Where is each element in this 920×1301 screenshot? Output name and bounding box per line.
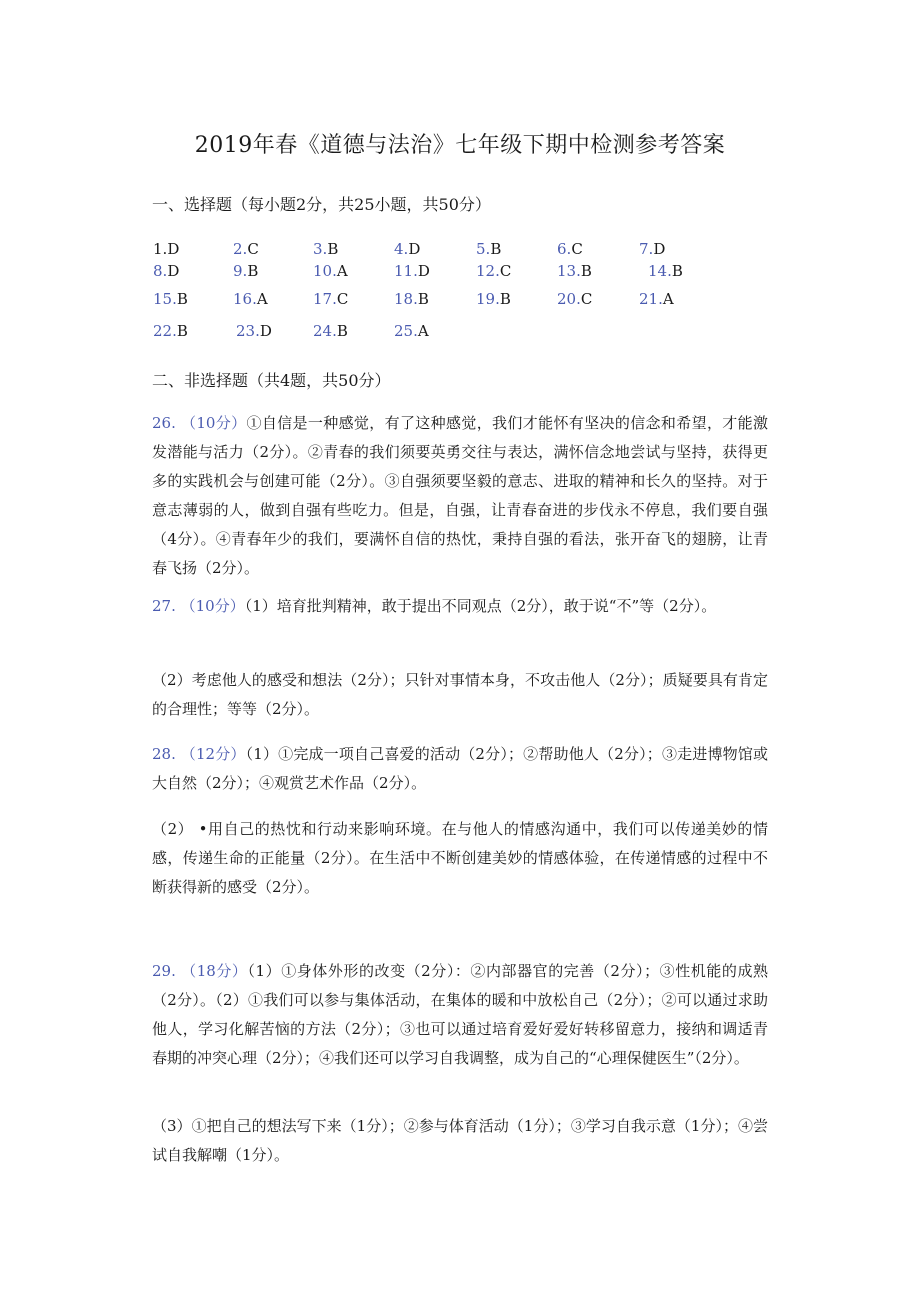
answer-number: 14.: [648, 262, 672, 280]
answer-number: 15.: [153, 290, 177, 308]
answer-choice: D: [167, 262, 180, 280]
answer-number: 20.: [557, 290, 581, 308]
answer-choice: B: [327, 240, 339, 258]
q26-label: 26. （10分）: [152, 414, 247, 432]
q29-p1: （1）①身体外形的改变（2分）：②内部器官的完善（2分）；③性机能的成熟（2分）。（2）①我们可以参与集体活动，在集体的暖和中放松自己（2分）；②可以通过求助他人，学习化解苦恼的方法（2分）；③也可以通过培育爱好爱好转移留意力，接纳和调适青春期的冲突心理（2分）；④我们还可以学习自我调整，成为自己的“心理保健医生”（2分）。: [152, 962, 768, 1067]
q27-p1: （1）培育批判精神，敢于提出不同观点（2分），敢于说“不”等（2分）。: [244, 597, 717, 615]
answer-number: 3.: [313, 240, 328, 258]
q28-p2: （2） •用自己的热忱和行动来影响环境。在与他人的情感沟通中，我们可以传递美妙的情感，传递生命的正能量（2分）。在生活中不断创建美妙的情感体验，在传递情感的过程中不断获得新的感受（2分）。: [152, 820, 768, 896]
answer-number: 13.: [557, 262, 581, 280]
answer-item: [313, 322, 348, 340]
answer-number: 9.: [233, 262, 248, 280]
answer-choice: B: [417, 290, 429, 308]
q27-label: 27. （10分）: [152, 597, 245, 615]
answer-item: [557, 240, 583, 258]
page-title: 2019年春《道德与法治》七年级下期中检测参考答案: [194, 133, 726, 158]
answer-choice: B: [247, 262, 259, 280]
q27-part1: [152, 592, 768, 621]
answer-choice: B: [580, 262, 592, 280]
answer-choice: B: [176, 290, 188, 308]
answer-item: [233, 262, 258, 280]
answer-item: [557, 262, 592, 280]
answer-choice: B: [490, 240, 502, 258]
answer-number: 24.: [313, 322, 337, 340]
answer-choice: B: [336, 322, 348, 340]
answer-number: 22.: [153, 322, 177, 340]
answer-item: [313, 240, 338, 258]
answer-number: 23.: [236, 322, 260, 340]
answer-choice: C: [580, 290, 593, 308]
answer-item: [153, 322, 188, 340]
q26-text: ①自信是一种感觉，有了这种感觉，我们才能怀有坚决的信念和希望，才能激发潜能与活力（2分）。②青春的我们须要英勇交往与表达，满怀信念地尝试与坚持，获得更多的实践机会与创建可能（2分）。③自强须要坚毅的意志、进取的精神和长久的坚持。对于意志薄弱的人，做到自强有些吃力。但是，自强，让青春奋进的步伐永不停息，我们要自强（4分）。④青春年少的我们，要满怀自信的热忱，秉持自强的看法，张开奋飞的翅膀，让青春飞扬（2分）。: [152, 414, 768, 577]
answer-number: 6.: [557, 240, 572, 258]
q28-p1: （1）①完成一项自己喜爱的活动（2分）；②帮助他人（2分）；③走进博物馆或大自然（2分）；④观赏艺术作品（2分）。: [152, 745, 768, 792]
answer-item: [476, 290, 511, 308]
answer-number: 8.: [153, 262, 168, 280]
answer-item: [394, 240, 420, 258]
answer-number: 7.: [639, 240, 654, 258]
q29-label: 29. （18分）: [152, 962, 248, 980]
answer-item: [233, 240, 259, 258]
answer-number: 16.: [233, 290, 257, 308]
answer-choice: A: [662, 290, 674, 308]
answer-choice: A: [417, 322, 429, 340]
answer-item: [313, 290, 348, 308]
answer-number: 12.: [476, 262, 500, 280]
q29-p2: （3）①把自己的想法写下来（1分）；②参与体育活动（1分）；③学习自我示意（1分）；④尝试自我解嘲（1分）。: [152, 1117, 768, 1164]
answer-item: [394, 290, 429, 308]
answer-item: [394, 322, 429, 340]
answer-choice: B: [176, 322, 188, 340]
answer-number: 17.: [313, 290, 337, 308]
section1-heading: 一、选择题（每小题2分，共25小题，共50分）: [152, 195, 491, 214]
answer-choice: D: [417, 262, 430, 280]
answer-item: [639, 290, 674, 308]
answer-item: [394, 262, 430, 280]
answer-item: [153, 240, 179, 258]
answer-choice: C: [571, 240, 583, 258]
answer-choice: C: [499, 262, 512, 280]
answer-number: 21.: [639, 290, 663, 308]
answer-item: [476, 240, 501, 258]
answer-choice: C: [247, 240, 259, 258]
answer-item: [233, 290, 268, 308]
answer-choice: A: [336, 262, 348, 280]
answer-item: [236, 322, 272, 340]
answer-choice: B: [671, 262, 683, 280]
answer-number: 19.: [476, 290, 500, 308]
answer-choice: A: [256, 290, 268, 308]
answer-number: 2.: [233, 240, 248, 258]
answer-item: [476, 262, 511, 280]
answer-choice: D: [653, 240, 666, 258]
answer-number: 5.: [476, 240, 491, 258]
answer-number: 11.: [394, 262, 418, 280]
answer-choice: D: [167, 240, 180, 258]
answer-choice: D: [408, 240, 421, 258]
answer-number: 25.: [394, 322, 418, 340]
q27-p2: （2）考虑他人的感受和想法（2分）；只针对事情本身，不攻击他人（2分）；质疑要具有肯定的合理性；等等（2分）。: [152, 671, 768, 718]
q28-label: 28. （12分）: [152, 745, 246, 763]
answer-item: [313, 262, 348, 280]
answer-number: 10.: [313, 262, 337, 280]
answer-item: [639, 240, 665, 258]
answer-number: 4.: [394, 240, 409, 258]
q26-answer: [152, 409, 768, 583]
section2-heading: 二、非选择题（共4题，共50分）: [152, 371, 391, 390]
answer-item: [153, 290, 188, 308]
q28-part1: [152, 740, 768, 798]
answer-item: [557, 290, 592, 308]
answer-number: 18.: [394, 290, 418, 308]
q29-part1: [152, 957, 768, 1073]
answer-choice: D: [259, 322, 272, 340]
answer-item: [648, 262, 683, 280]
answer-choice: C: [336, 290, 349, 308]
answer-number: 1.: [153, 240, 168, 258]
answer-item: [153, 262, 179, 280]
answer-choice: B: [499, 290, 511, 308]
